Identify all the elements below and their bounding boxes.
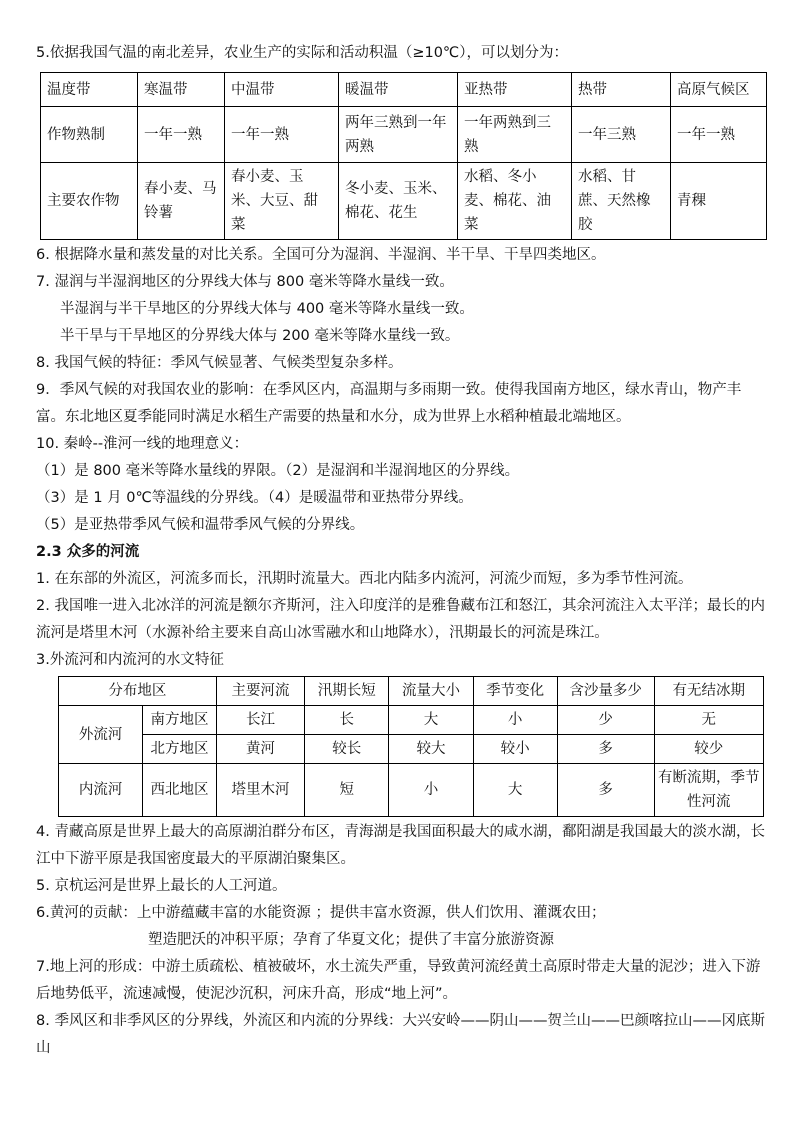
- table-cell: 短: [305, 764, 389, 817]
- river-paragraph-4: 4. 青藏高原是世界上最大的高原湖泊群分布区，青海湖是我国面积最大的咸水湖，鄱阳湖是我国最大的淡水湖，长江中下游平原是我国密度最大的平原湖泊聚集区。: [36, 824, 765, 867]
- table-cell: 多: [557, 735, 654, 764]
- river-paragraph-8: 8. 季风区和非季风区的分界线，外流区和内流的分界线：大兴安岭——阴山——贺兰山——巴颜喀拉山——冈底斯山: [36, 1013, 765, 1056]
- table-row: [59, 677, 764, 706]
- river-paragraph-1: 1. 在东部的外流区，河流多而长，汛期时流量大。西北内陆多内流河，河流少而短，多为季节性河流。: [36, 571, 693, 587]
- temperature-zone-table: [40, 72, 767, 240]
- table-cell: 少: [557, 706, 654, 735]
- river-paragraph-7: 7.地上河的形成：中游土质疏松、植被破坏，水土流失严重，导致黄河流经黄土高原时带走大量的泥沙；进入下游后地势低平，流速减慢，使泥沙沉积，河床升高，形成“地上河”。: [36, 959, 761, 1002]
- table-cell: 多: [557, 764, 654, 817]
- table-cell: 热带: [572, 73, 671, 107]
- paragraph-10c: （5）是亚热带季风气候和温带季风气候的分界线。: [36, 517, 365, 533]
- table-cell: 大: [389, 706, 473, 735]
- table-cell: 亚热带: [458, 73, 572, 107]
- table-cell: 小: [389, 764, 473, 817]
- table-header-cell: 分布地区: [59, 677, 217, 706]
- table-cell: 西北地区: [143, 764, 217, 817]
- table-cell: 较少: [654, 735, 763, 764]
- table-header-cell: 季节变化: [473, 677, 557, 706]
- table-cell: 塔里木河: [216, 764, 304, 817]
- table-row: [59, 764, 764, 817]
- table-cell: 冬小麦、玉米、棉花、花生: [339, 163, 458, 240]
- table-cell: 有断流期，季节性河流: [654, 764, 763, 817]
- paragraph-7a: 7. 湿润与半湿润地区的分界线大体与 800 毫米等降水量线一致。: [36, 274, 454, 290]
- table-cell: 北方地区: [143, 735, 217, 764]
- table-cell: 两年三熟到一年两熟: [339, 107, 458, 163]
- table-cell: 一年一熟: [225, 107, 339, 163]
- table-header-cell: 汛期长短: [305, 677, 389, 706]
- river-paragraph-6a: 6.黄河的贡献：上中游蕴藏丰富的水能资源 ；提供丰富水资源，供人们饮用、灌溉农田；: [36, 905, 606, 921]
- table-cell: 较大: [389, 735, 473, 764]
- paragraph-6: 6. 根据降水量和蒸发量的对比关系。全国可分为湿润、半湿润、半干旱、干旱四类地区。: [36, 247, 606, 263]
- paragraph-9: 9．季风气候的对我国农业的影响：在季风区内，高温期与多雨期一致。使得我国南方地区，绿水青山，物产丰富。东北地区夏季能同时满足水稻生产需要的热量和水分，成为世界上水稻种植最北端地区。: [36, 382, 742, 425]
- section-heading: 2.3 众多的河流: [36, 544, 140, 560]
- table-row: [41, 73, 767, 107]
- table-header-cell: 有无结冰期: [654, 677, 763, 706]
- table-cell: 高原气候区: [671, 73, 767, 107]
- paragraph-8: 8. 我国气候的特征：季风气候显著、气候类型复杂多样。: [36, 355, 403, 371]
- river-paragraph-3: 3.外流河和内流河的水文特征: [36, 652, 224, 668]
- table-cell: 春小麦、马铃薯: [138, 163, 225, 240]
- paragraph-10: 10. 秦岭--淮河一线的地理意义：: [36, 436, 249, 452]
- table-header-cell: 含沙量多少: [557, 677, 654, 706]
- paragraph-7c: 半干旱与干旱地区的分界线大体与 200 毫米等降水量线一致。: [60, 328, 460, 344]
- table-cell: 一年一熟: [138, 107, 225, 163]
- table-cell: 一年两熟到三熟: [458, 107, 572, 163]
- river-paragraph-2: 2. 我国唯一进入北冰洋的河流是额尔齐斯河，注入印度洋的是雅鲁藏布江和怒江，其余河流注入太平洋；最长的内流河是塔里木河（水源补给主要来自高山冰雪融水和山地降水），汛期最长的河流是珠江。: [36, 598, 765, 641]
- table-cell: 作物熟制: [41, 107, 138, 163]
- table-cell: 暖温带: [339, 73, 458, 107]
- table-header-cell: 流量大小: [389, 677, 473, 706]
- river-hydrology-table: [58, 676, 764, 817]
- paragraph-5: 5.依据我国气温的南北差异，农业生产的实际和活动积温（≥10℃），可以划分为：: [36, 45, 568, 61]
- table-cell: 外流河: [59, 706, 143, 764]
- table-cell: 温度带: [41, 73, 138, 107]
- paragraph-10a: （1）是 800 毫米等降水量线的界限。（2）是湿润和半湿润地区的分界线。: [36, 463, 520, 479]
- table-cell: 较小: [473, 735, 557, 764]
- table-cell: 一年三熟: [572, 107, 671, 163]
- table-cell: 大: [473, 764, 557, 817]
- table-cell: 较长: [305, 735, 389, 764]
- table-cell: 黄河: [216, 735, 304, 764]
- table-cell: 无: [654, 706, 763, 735]
- table-cell: 主要农作物: [41, 163, 138, 240]
- table-cell: 春小麦、玉米、大豆、甜菜: [225, 163, 339, 240]
- river-paragraph-5: 5. 京杭运河是世界上最长的人工河道。: [36, 878, 287, 894]
- table-cell: 小: [473, 706, 557, 735]
- river-paragraph-6b: 塑造肥沃的冲积平原；孕育了华夏文化；提供了丰富分旅游资源: [148, 932, 554, 948]
- table-cell: 长江: [216, 706, 304, 735]
- table-header-cell: 主要河流: [216, 677, 304, 706]
- table-row: [59, 706, 764, 735]
- table-cell: 一年一熟: [671, 107, 767, 163]
- table-row: [41, 163, 767, 240]
- paragraph-10b: （3）是 1 月 0℃等温线的分界线。（4）是暖温带和亚热带分界线。: [36, 490, 473, 506]
- table-cell: 长: [305, 706, 389, 735]
- table-row: [59, 735, 764, 764]
- table-cell: 中温带: [225, 73, 339, 107]
- document-page: [36, 40, 766, 1062]
- table-cell: 内流河: [59, 764, 143, 817]
- table-cell: 南方地区: [143, 706, 217, 735]
- table-cell: 寒温带: [138, 73, 225, 107]
- table-cell: 水稻、冬小麦、棉花、油菜: [458, 163, 572, 240]
- paragraph-7b: 半湿润与半干旱地区的分界线大体与 400 毫米等降水量线一致。: [60, 301, 474, 317]
- table-cell: 水稻、甘蔗、天然橡胶: [572, 163, 671, 240]
- table-cell: 青稞: [671, 163, 767, 240]
- table-row: [41, 107, 767, 163]
